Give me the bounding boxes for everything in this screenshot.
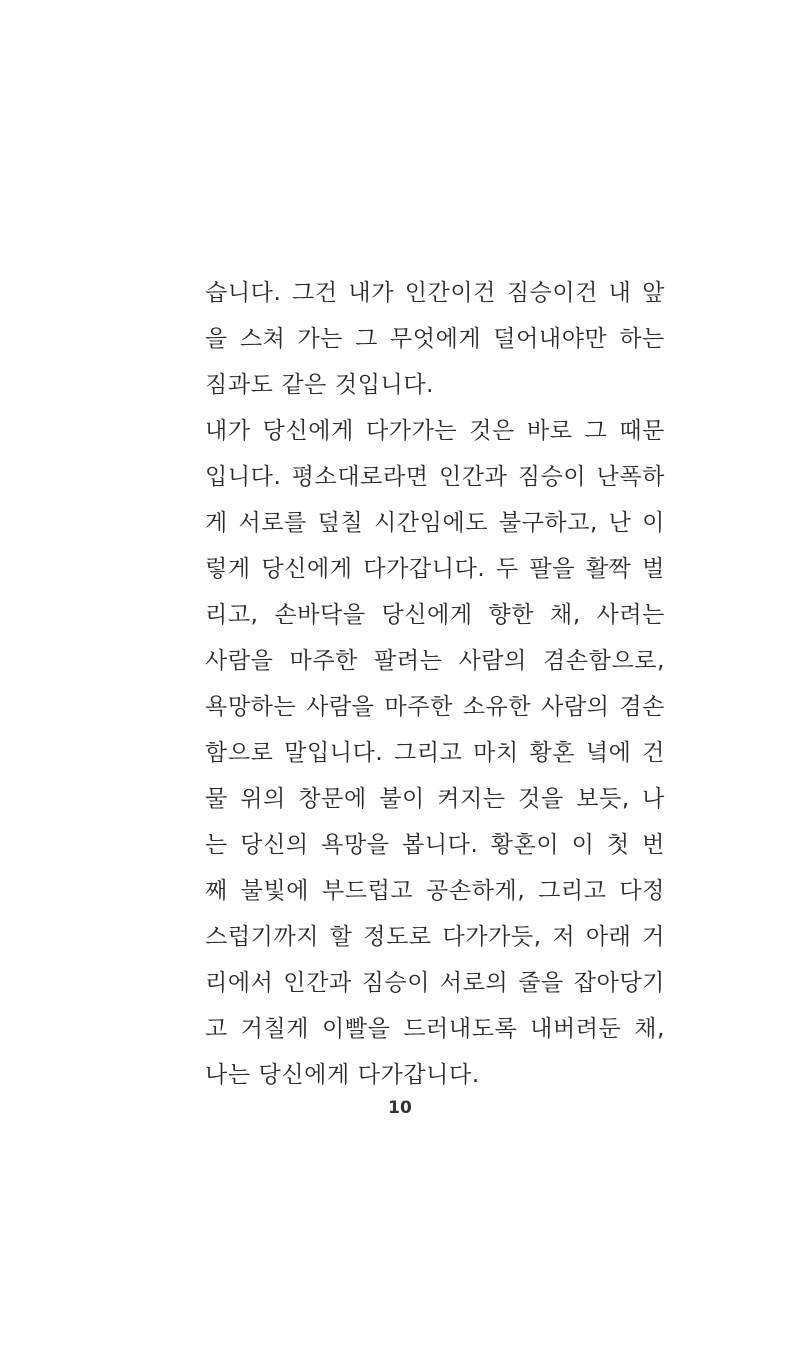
text-line: 리고, 손바닥을 당신에게 향한 채, 사려는 xyxy=(205,602,665,628)
text-line: 게 서로를 덮칠 시간임에도 불구하고, 난 이 xyxy=(205,510,665,536)
text-line: 짐과도 같은 것입니다. xyxy=(205,372,435,398)
text-line: 렇게 당신에게 다가갑니다. 두 팔을 활짝 벌 xyxy=(205,556,665,582)
text-line: 내가 당신에게 다가가는 것은 바로 그 때문 xyxy=(205,418,665,444)
text-line: 스럽기까지 할 정도로 다가가듯, 저 아래 거 xyxy=(205,924,665,950)
text-line: 물 위의 창문에 불이 켜지는 것을 보듯, 나 xyxy=(205,786,665,812)
text-line: 사람을 마주한 팔려는 사람의 겸손함으로, xyxy=(205,648,665,674)
text-line: 나는 당신에게 다가갑니다. xyxy=(205,1062,480,1088)
text-line: 는 당신의 욕망을 봅니다. 황혼이 이 첫 번 xyxy=(205,832,665,858)
text-line: 입니다. 평소대로라면 인간과 짐승이 난폭하 xyxy=(205,464,665,490)
text-line: 고 거칠게 이빨을 드러내도록 내버려둔 채, xyxy=(205,1016,665,1042)
page-number: 10 xyxy=(388,1098,412,1118)
text-line: 리에서 인간과 짐승이 서로의 줄을 잡아당기 xyxy=(205,970,665,996)
text-line: 습니다. 그건 내가 인간이건 짐승이건 내 앞 xyxy=(205,280,665,306)
text-line: 욕망하는 사람을 마주한 소유한 사람의 겸손 xyxy=(205,694,665,720)
text-line: 함으로 말입니다. 그리고 마치 황혼 녘에 건 xyxy=(205,740,665,766)
body-text xyxy=(205,270,665,1098)
text-line: 을 스쳐 가는 그 무엇에게 덜어내야만 하는 xyxy=(205,326,665,352)
text-line: 째 불빛에 부드럽고 공손하게, 그리고 다정 xyxy=(205,878,665,904)
